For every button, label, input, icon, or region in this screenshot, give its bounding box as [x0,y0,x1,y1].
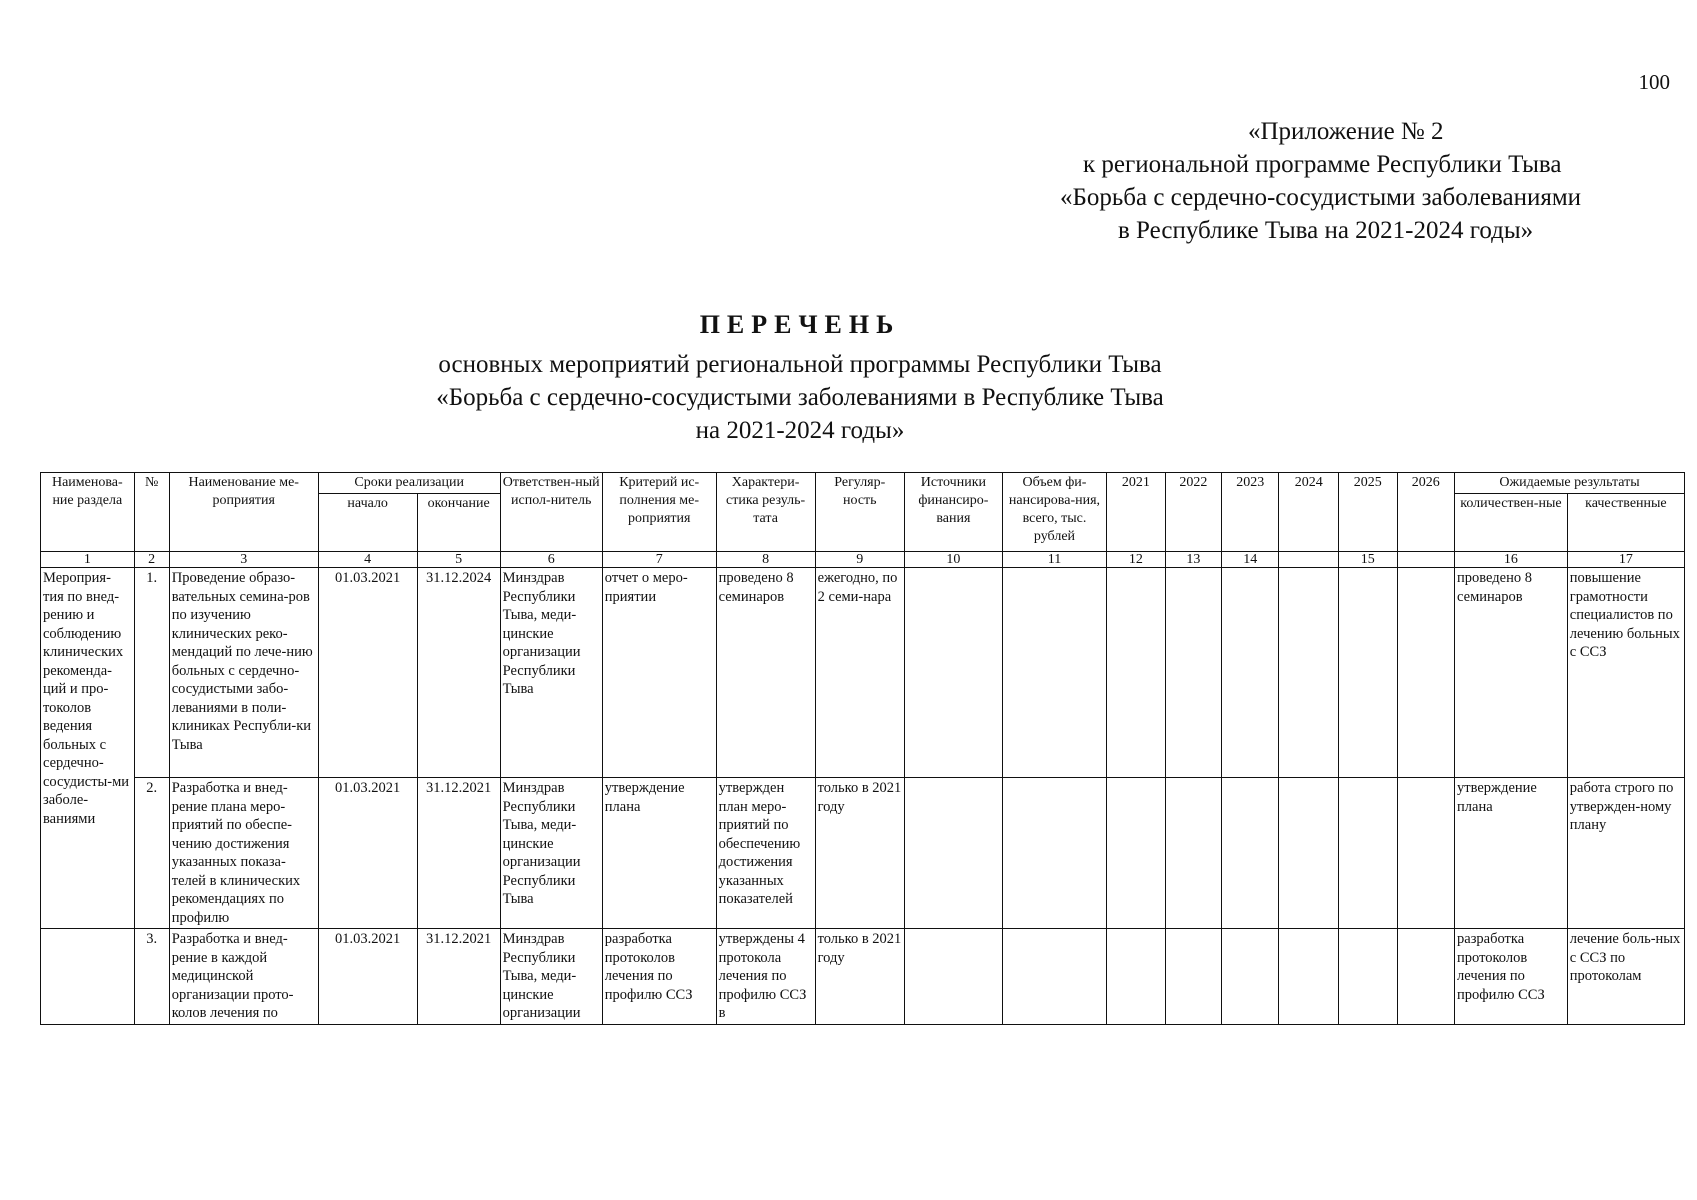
empty-cell [1397,778,1454,929]
criterion: отчет о меро-приятии [602,568,716,778]
col-number: 16 [1455,552,1568,568]
empty-cell [1339,929,1398,1025]
header-num: № [134,473,169,552]
end-date: 31.12.2021 [417,929,500,1025]
title-main: ПЕРЕЧЕНЬ [699,310,901,339]
col-number: 1 [41,552,135,568]
header-result-char: Характери-стика резуль-тата [716,473,815,552]
qualitative-result: лечение боль-ных с ССЗ по протоколам [1567,929,1684,1025]
header-terms: Сроки реализации [318,473,500,494]
column-numbers-row [41,552,1685,568]
table-row [41,568,1685,778]
event-name: Разработка и внед-рение в каждой медицинской организации прото-колов лечения по [169,929,318,1025]
table-row [41,778,1685,929]
header-2025: 2025 [1339,473,1398,552]
col-number: 6 [500,552,602,568]
empty-cell [1222,929,1279,1025]
regularity: ежегодно, по 2 семи-нара [815,568,904,778]
header-end: окончание [417,494,500,552]
criterion: утверждение плана [602,778,716,929]
table-row [41,929,1685,1025]
row-number: 1. [134,568,169,778]
quantitative-result: разработка протоколов лечения по профилю ССЗ [1455,929,1568,1025]
header-responsible: Ответствен-ный испол-нитель [500,473,602,552]
header-2026: 2026 [1397,473,1454,552]
empty-cell [1222,778,1279,929]
section-name-cell [41,929,135,1025]
responsible: Минздрав Республики Тыва, меди-цинские организации [500,929,602,1025]
col-number [1397,552,1454,568]
empty-cell [1002,568,1106,778]
events-table [40,472,1685,1025]
header-start: начало [318,494,417,552]
empty-cell [1107,778,1166,929]
result-characteristic: утвержден план меро-приятий по обеспечению достижения указанных показателей [716,778,815,929]
header-criterion: Критерий ис-полнения ме-роприятия [602,473,716,552]
start-date: 01.03.2021 [318,929,417,1025]
col-number: 10 [904,552,1002,568]
header-2021: 2021 [1107,473,1166,552]
responsible: Минздрав Республики Тыва, меди-цинские организации Республики Тыва [500,568,602,778]
empty-cell [1165,778,1221,929]
col-number: 9 [815,552,904,568]
title-line-3: на 2021-2024 годы» [695,417,905,444]
col-number: 2 [134,552,169,568]
header-regularity: Регуляр-ность [815,473,904,552]
header-quantitative: количествен-ные [1455,494,1568,552]
page-number: 100 [1638,70,1670,94]
start-date: 01.03.2021 [318,568,417,778]
col-number: 13 [1165,552,1221,568]
header-row-1 [41,473,1685,494]
empty-cell [904,568,1002,778]
col-number: 3 [169,552,318,568]
appendix-line-3: «Борьба с сердечно-сосудистыми заболеваниями [1060,184,1582,211]
header-2022: 2022 [1165,473,1221,552]
empty-cell [1339,778,1398,929]
regularity: только в 2021 году [815,778,904,929]
appendix-line-1: «Приложение № 2 [1248,118,1444,145]
document-title [300,310,1300,447]
qualitative-result: повышение грамотности специалистов по лечению больных с ССЗ [1567,568,1684,778]
title-line-1: основных мероприятий региональной программы Республики Тыва [438,351,1162,378]
section-name-cell: Мероприя-тия по внед-рению и соблюдению клинических рекоменда-ций и про-токолов ведения больных с сердечно-сосудисты-ми заболе-ваниями [41,568,135,929]
empty-cell [1165,568,1221,778]
appendix-note [980,115,1680,247]
event-name: Проведение образо-вательных семина-ров по изучению клинических реко-мендаций по лече-нию больных с сердечно-сосудистыми забо-леваниями в поли-клиниках Республи-ки Тыва [169,568,318,778]
header-expected: Ожидаемые результаты [1455,473,1685,494]
start-date: 01.03.2021 [318,778,417,929]
col-number: 12 [1107,552,1166,568]
empty-cell [904,929,1002,1025]
col-number: 4 [318,552,417,568]
regularity: только в 2021 году [815,929,904,1025]
header-2024: 2024 [1279,473,1339,552]
row-number: 3. [134,929,169,1025]
col-number [1279,552,1339,568]
header-qualitative: качественные [1567,494,1684,552]
row-number: 2. [134,778,169,929]
responsible: Минздрав Республики Тыва, меди-цинские организации Республики Тыва [500,778,602,929]
quantitative-result: утверждение плана [1455,778,1568,929]
result-characteristic: утверждены 4 протокола лечения по профилю ССЗ в [716,929,815,1025]
empty-cell [1002,929,1106,1025]
header-2023: 2023 [1222,473,1279,552]
empty-cell [904,778,1002,929]
col-number: 7 [602,552,716,568]
empty-cell [1279,929,1339,1025]
empty-cell [1002,778,1106,929]
quantitative-result: проведено 8 семинаров [1455,568,1568,778]
col-number: 14 [1222,552,1279,568]
appendix-line-2: к региональной программе Республики Тыва [1083,151,1562,178]
end-date: 31.12.2024 [417,568,500,778]
col-number: 15 [1339,552,1398,568]
empty-cell [1339,568,1398,778]
col-number: 8 [716,552,815,568]
empty-cell [1279,568,1339,778]
header-volume: Объем фи-нансирова-ния, всего, тыс. рублей [1002,473,1106,552]
result-characteristic: проведено 8 семинаров [716,568,815,778]
empty-cell [1397,929,1454,1025]
header-event-name: Наименование ме-роприятия [169,473,318,552]
appendix-line-4: в Республике Тыва на 2021-2024 годы» [1118,217,1534,244]
empty-cell [1397,568,1454,778]
empty-cell [1279,778,1339,929]
col-number: 5 [417,552,500,568]
empty-cell [1107,929,1166,1025]
end-date: 31.12.2021 [417,778,500,929]
col-number: 17 [1567,552,1684,568]
criterion: разработка протоколов лечения по профилю ССЗ [602,929,716,1025]
header-sources: Источники финансиро-вания [904,473,1002,552]
col-number: 11 [1002,552,1106,568]
header-section: Наименова-ние раздела [41,473,135,552]
event-name: Разработка и внед-рение плана меро-приятий по обеспе-чению достижения указанных показа-телей в клинических рекомендациях по профилю [169,778,318,929]
empty-cell [1165,929,1221,1025]
qualitative-result: работа строго по утвержден-ному плану [1567,778,1684,929]
empty-cell [1107,568,1166,778]
title-line-2: «Борьба с сердечно-сосудистыми заболеваниями в Республике Тыва [436,384,1164,411]
empty-cell [1222,568,1279,778]
